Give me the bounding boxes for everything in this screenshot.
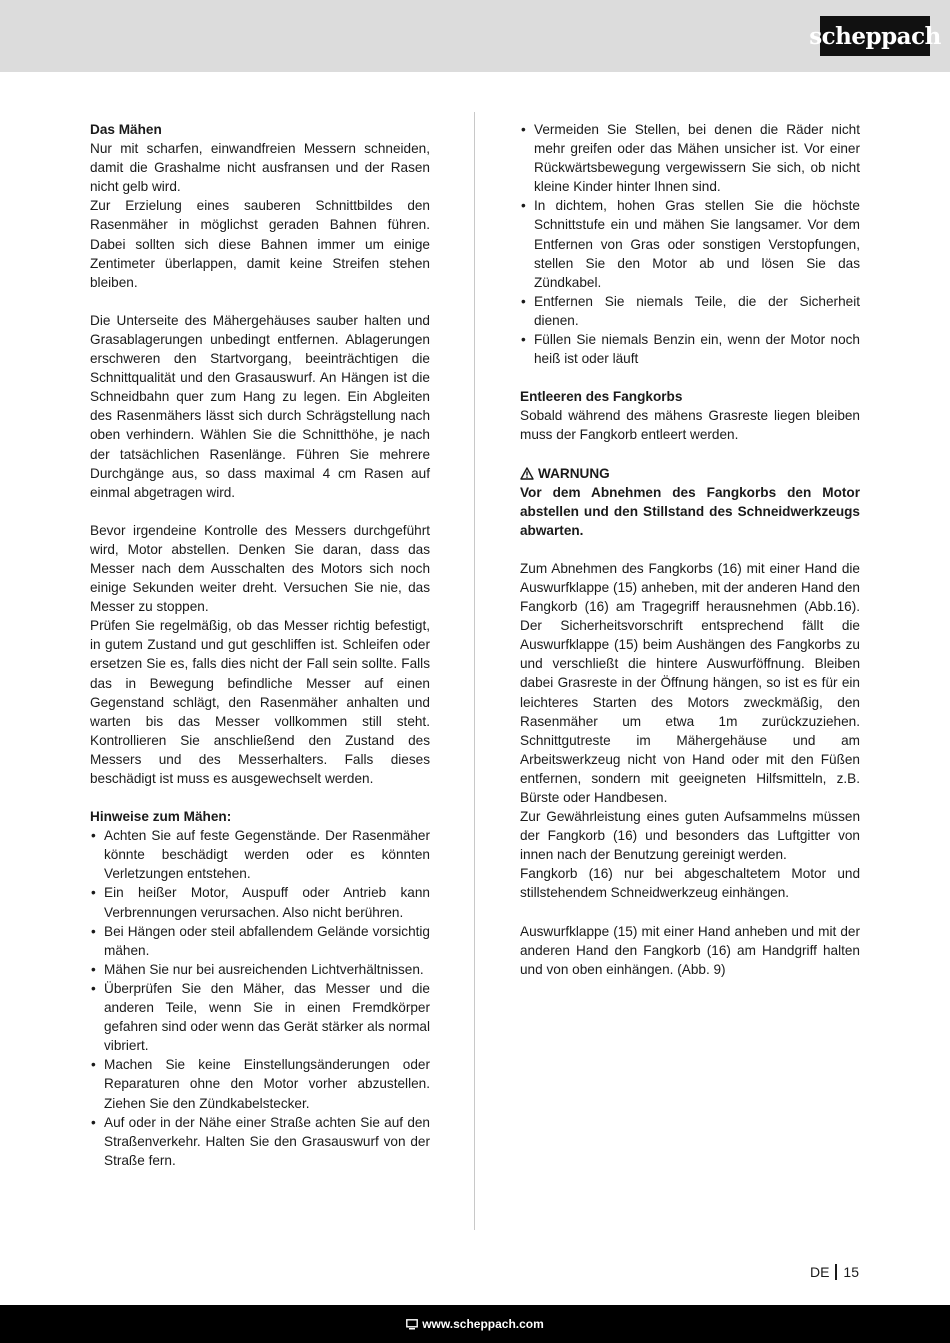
page-number	[810, 1264, 859, 1280]
monitor-icon	[406, 1319, 418, 1330]
list-item: • Entfernen Sie niemals Teile, die der Sicherheit dienen.	[520, 292, 860, 330]
list-item: • Ein heißer Motor, Auspuff oder Antrieb kann Verbrennungen verursachen. Also nicht berühren.	[90, 883, 430, 921]
paragraph: Prüfen Sie regelmäßig, ob das Messer richtig befestigt, in gutem Zustand und gut geschliffen ist. Schleifen oder ersetzen Sie es, falls dies nicht der Fall sein sollte. Falls das in Bewegung befindliche Messer auf einen Gegenstand schlägt, den Rasenmäher anhalten und warten bis das Messer vollkommen still steht. Kontrollieren Sie anschließend den Zustand des Messers und des Messerhalters. Falls dieses beschädigt ist muss es ausgewechselt werden.	[90, 618, 430, 786]
page-number-value: 15	[843, 1264, 859, 1280]
warning-title	[520, 464, 860, 483]
warning-text: Vor dem Abnehmen des Fangkorbs den Motor abstellen und den Stillstand des Schneidwerkzeugs abwarten.	[520, 484, 860, 538]
paragraph: Zum Abnehmen des Fangkorbs (16) mit einer Hand die Auswurfklappe (15) anheben, mit der anderen Hand den Fangkorb (16) am Tragegriff herausnehmen (Abb.16). Der Sicherheitsvorschrift entsprechend fällt die Auswurfklappe (15) beim Aushängen des Fangkorbs zu und verschließt die hintere Auswurföffnung. Bleiben dabei Grasreste in der Öffnung hängen, so ist es für ein leichteres Starten des Motors zweckmäßig, den Rasenmäher um etwa 1m zurückzuziehen. Schnittgutreste im Mähergehäuse und am Arbeitswerkzeug nicht von Hand oder mit den Füßen entfernen, sondern mit geeigneten Hilfsmitteln, z.B. Bürste oder Handbesen.	[520, 560, 860, 805]
list-item: • In dichtem, hohen Gras stellen Sie die höchste Schnittstufe ein und mähen Sie langsamer. Vor dem Entfernen von Gras oder sonstigen Verstopfungen, stellen Sie den Motor ab und lösen Sie das Zündkabel.	[520, 196, 860, 291]
list-item: • Füllen Sie niemals Benzin ein, wenn der Motor noch heiß ist oder läuft	[520, 330, 860, 368]
language-code: DE	[809, 1264, 830, 1280]
paragraph: Bevor irgendeine Kontrolle des Messers durchgeführt wird, Motor abstellen. Denken Sie daran, dass das Messer nach dem Ausschalten des Motors sich noch einige Sekunden weiter dreht. Versuchen Sie nie, das Messer zu stoppen.	[90, 522, 430, 615]
list-item: • Mähen Sie nur bei ausreichenden Lichtverhältnissen.	[90, 960, 430, 979]
paragraph: Sobald während des mähens Grasreste liegen bleiben muss der Fangkorb entleert werden.	[520, 408, 860, 443]
left-column	[90, 120, 430, 1170]
header-bar	[0, 0, 950, 72]
section-heading-hints: Hinweise zum Mähen:	[90, 809, 232, 825]
separator	[835, 1264, 837, 1280]
section-heading-mowing: Das Mähen	[90, 122, 162, 137]
paragraph: Nur mit scharfen, einwandfreien Messern schneiden, damit die Grashalme nicht ausfransen und der Rasen nicht gelb wird.	[90, 141, 430, 195]
paragraph: Auswurfklappe (15) mit einer Hand anheben und mit der anderen Hand den Fangkorb (16) am Handgriff halten und von oben einhängen. (Abb. 9)	[520, 923, 860, 977]
hints-list-continued	[520, 120, 860, 368]
paragraph: Die Unterseite des Mähergehäuses sauber halten und Grasablagerungen unbedingt entfernen. Ablagerungen erschweren den Startvorgang, beeinträchtigen die Schnittqualität und den Grasauswurf. An Hängen ist die Schneidbahn quer zum Hang zu legen. Ein Abgleiten des Rasenmähers lässt sich durch Schrägstellung nach oben verhindern. Wählen Sie die Schnitthöhe, je nach der tatsächlichen Rasenlänge. Führen Sie mehrere Durchgänge aus, so dass maximal 4 cm Rasen auf einmal abgetragen wird.	[90, 312, 430, 500]
warning-label: WARNUNG	[538, 465, 610, 481]
right-column	[520, 120, 860, 979]
hints-list	[90, 826, 430, 1170]
paragraph: Zur Gewährleistung eines guten Aufsammelns müssen der Fangkorb (16) und besonders das Luftgitter von innen nach der Benutzung gereinigt werden.	[520, 809, 860, 863]
column-divider	[474, 112, 475, 1230]
section-heading-emptying: Entleeren des Fangkorbs	[520, 389, 683, 405]
list-item: • Auf oder in der Nähe einer Straße achten Sie auf den Straßenverkehr. Halten Sie den Grasauswurf von der Straße fern.	[90, 1113, 430, 1170]
list-item: • Überprüfen Sie den Mäher, das Messer und die anderen Teile, wenn Sie in einen Fremdkörper gefahren sind oder wenn das Gerät stärker als normal vibriert.	[90, 979, 430, 1055]
scheppach-logo: scheppach	[820, 16, 930, 56]
website-url[interactable]: www.scheppach.com	[422, 1317, 544, 1331]
list-item: • Achten Sie auf feste Gegenstände. Der Rasenmäher könnte beschädigt werden oder es könnten Verletzungen entstehen.	[90, 826, 430, 883]
list-item: • Machen Sie keine Einstellungsänderungen oder Reparaturen ohne den Motor vorher abzustellen. Ziehen Sie den Zündkabelstecker.	[90, 1055, 430, 1112]
list-item: • Bei Hängen oder steil abfallendem Gelände vorsichtig mähen.	[90, 922, 430, 960]
paragraph: Fangkorb (16) nur bei abgeschaltetem Motor und stillstehendem Schneidwerkzeug einhängen.	[520, 866, 860, 901]
paragraph: Zur Erzielung eines sauberen Schnittbildes den Rasenmäher in möglichst geraden Bahnen führen. Dabei sollten sich diese Bahnen immer um einige Zentimeter überlappen, damit keine Streifen stehen bleiben.	[90, 198, 430, 290]
warning-triangle-icon	[520, 467, 534, 480]
list-item: • Vermeiden Sie Stellen, bei denen die Räder nicht mehr greifen oder das Mähen unsicher ist. Vor einer Rückwärtsbewegung vergewissern Sie sich, ob nicht kleine Kinder hinter Ihnen sind.	[520, 120, 860, 196]
footer-bar	[0, 1305, 950, 1343]
